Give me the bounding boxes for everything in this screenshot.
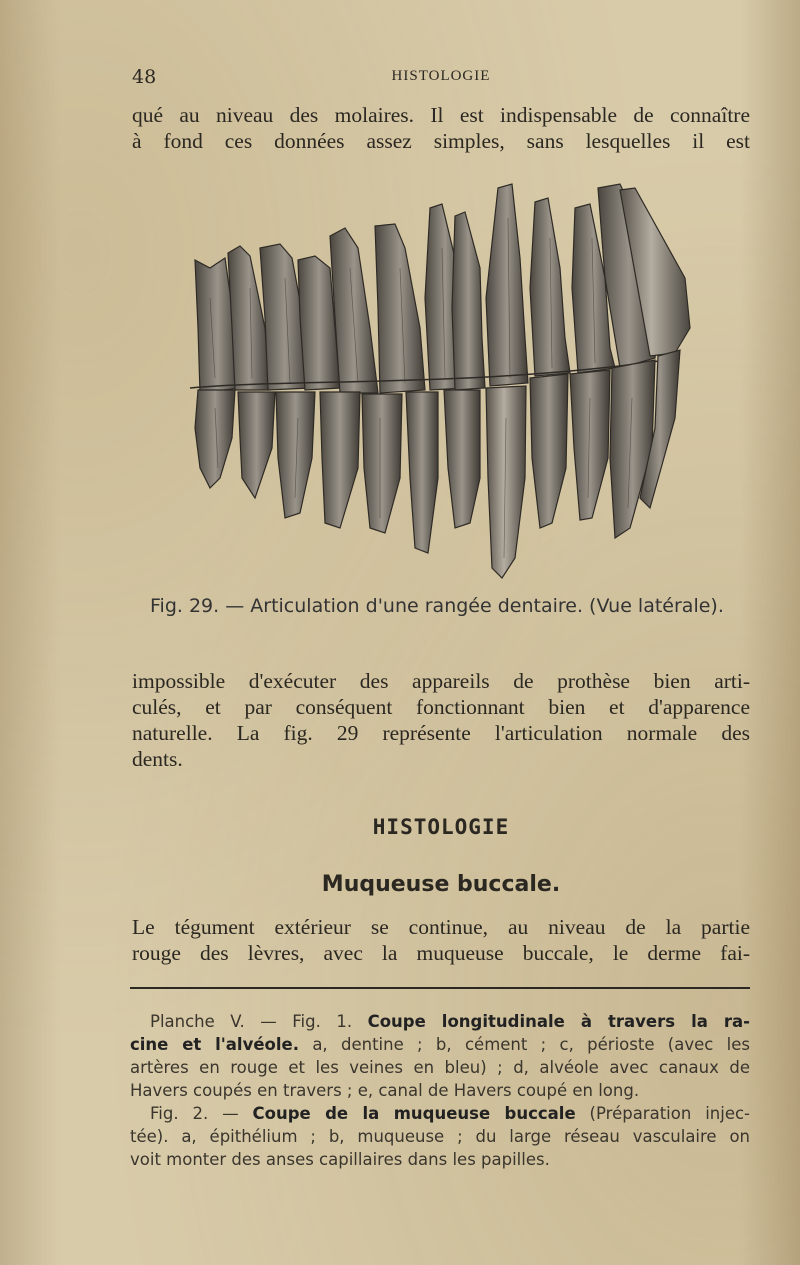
note-line: Havers coupés en travers ; e, canal de Havers coupé en long. [130, 1081, 640, 1100]
fig1-title-cont: cine et l'alvéole. [130, 1035, 299, 1054]
text-line: culés, et par conséquent fonctionnant bien et d'apparence [132, 695, 750, 719]
fig1-title: Coupe longitudinale à travers la ra- [367, 1012, 750, 1031]
footnote-divider [130, 987, 750, 989]
note-line: artères en rouge et les veines en bleu) ; d, alvéole avec canaux de [130, 1058, 750, 1077]
intro-paragraph [132, 102, 750, 154]
text-line: dents. [132, 747, 183, 771]
fig1-label: Planche V. — Fig. 1. [150, 1012, 353, 1031]
note-line: voit monter des anses capillaires dans les papilles. [130, 1150, 550, 1169]
page-header [132, 66, 750, 94]
note-line: tée). a, épithélium ; b, muqueuse ; du large réseau vasculaire on [130, 1127, 750, 1146]
section-paragraph [132, 914, 750, 966]
section-subheading: Muqueuse buccale. [321, 872, 561, 897]
section-heading: HISTOLOGIE [372, 815, 510, 839]
fig2-label: Fig. 2. — [150, 1104, 239, 1123]
text-line: qué au niveau des molaires. Il est indispensable de connaître [132, 103, 750, 127]
figure-caption: Fig. 29. — Articulation d'une rangée dentaire. (Vue latérale). [150, 595, 724, 617]
page-number: 48 [132, 66, 157, 88]
text-line: à fond ces données assez simples, sans lesquelles il est [132, 129, 750, 153]
fig1-legend: a, dentine ; b, cément ; c, périoste (avec les [312, 1035, 750, 1054]
text-line: naturelle. La fig. 29 représente l'articulation normale des [132, 721, 750, 745]
fig2-title: Coupe de la muqueuse buccale [252, 1104, 576, 1123]
fig2-legend: (Préparation injec- [589, 1104, 750, 1123]
text-line: rouge des lèvres, avec la muqueuse buccale, le derme fai- [132, 941, 750, 965]
dental-arch-illustration [180, 178, 700, 588]
body-paragraph [132, 668, 750, 772]
note-line [130, 1033, 750, 1056]
upper-teeth [195, 184, 690, 393]
plate-notes [130, 1010, 750, 1171]
text-line: Le tégument extérieur se continue, au niveau de la partie [132, 915, 750, 939]
running-title: HISTOLOGIE [391, 68, 491, 84]
note-line [130, 1102, 750, 1125]
text-line: impossible d'exécuter des appareils de prothèse bien arti- [132, 669, 750, 693]
note-line [130, 1010, 750, 1033]
